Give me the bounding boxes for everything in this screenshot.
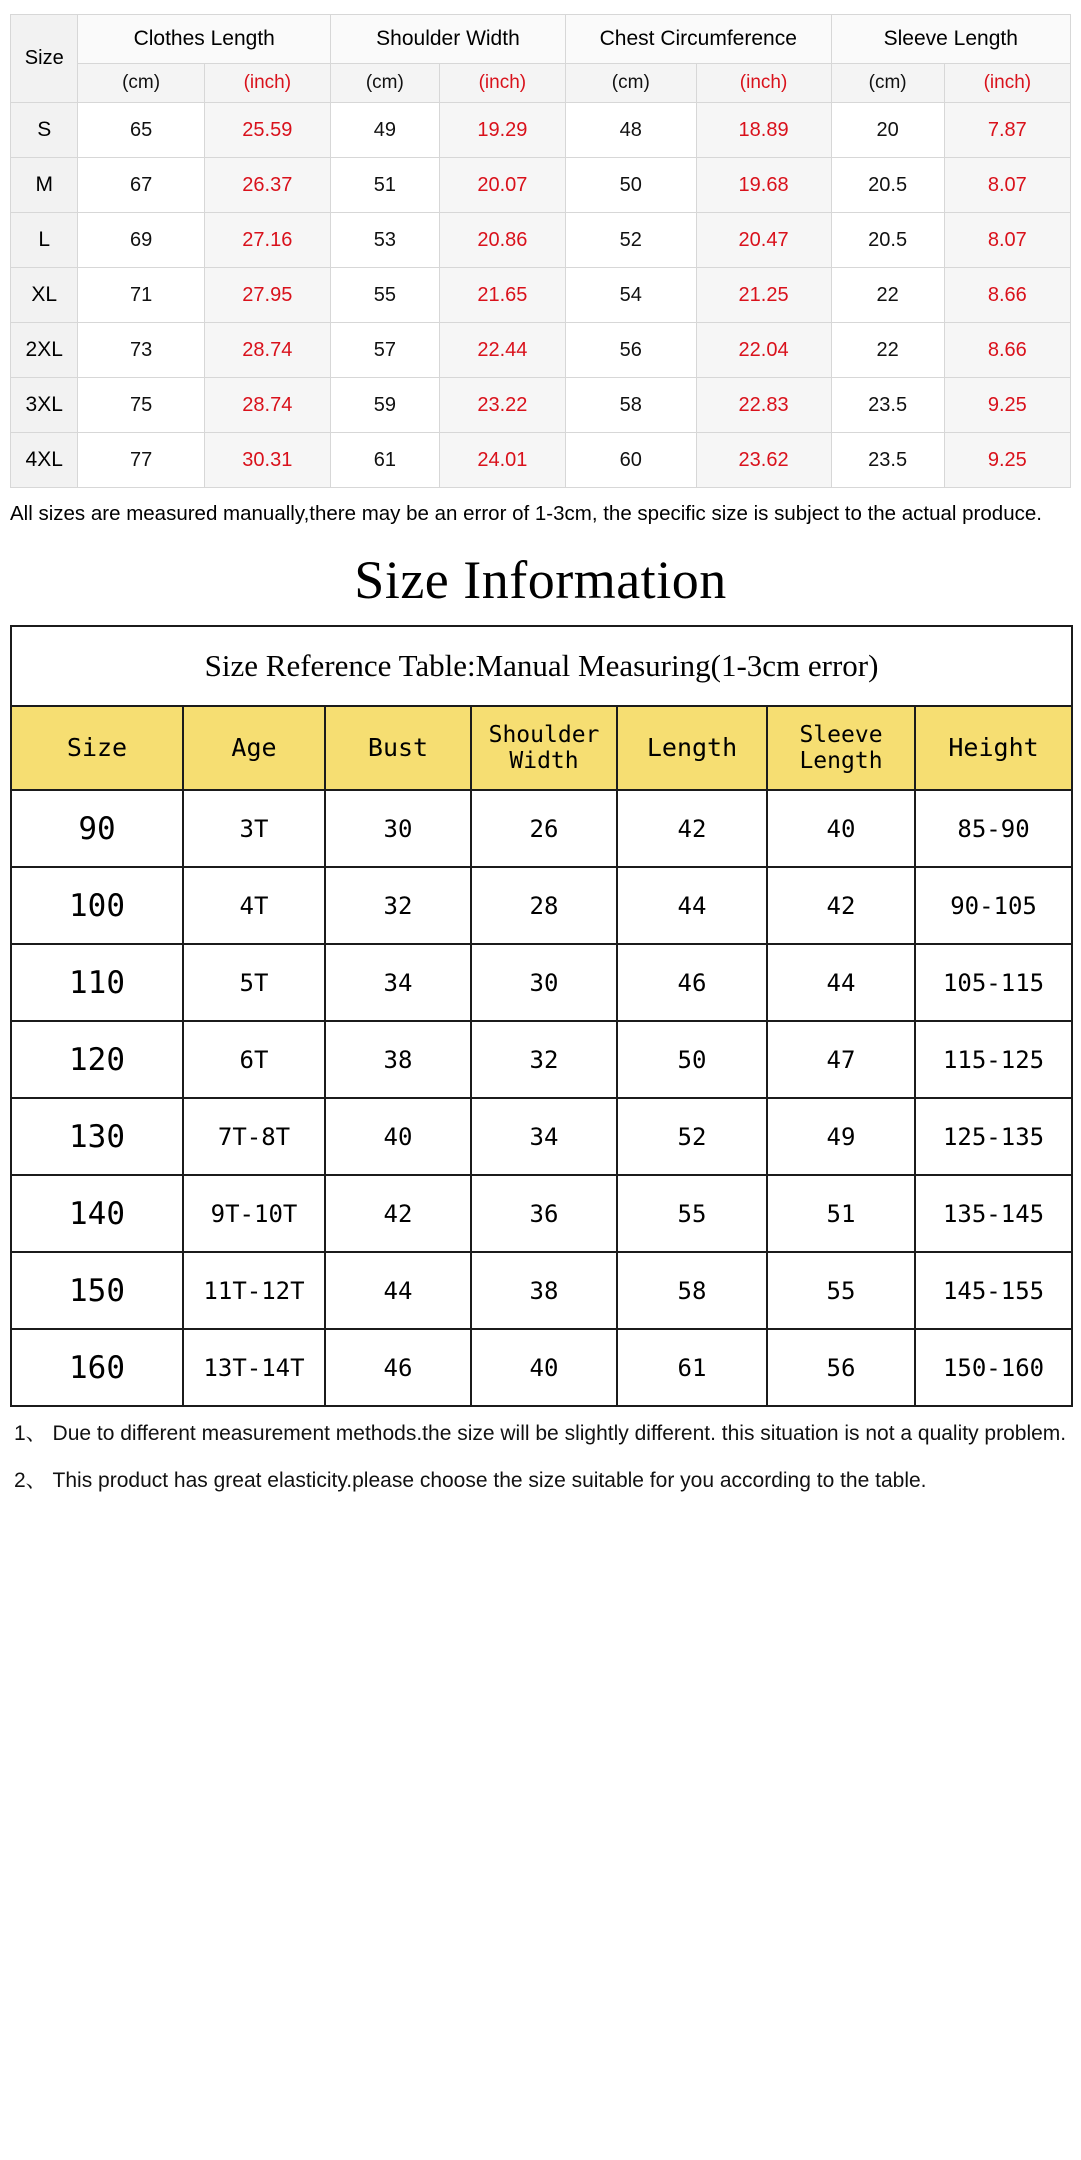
adult-cell: 27.16 <box>204 213 330 268</box>
adult-group-shoulder-width: Shoulder Width <box>330 15 565 64</box>
adult-cell: 22.04 <box>696 323 831 378</box>
kids-cell: 58 <box>617 1252 767 1329</box>
adult-cell: 25.59 <box>204 103 330 158</box>
table-row-caption <box>11 626 1072 706</box>
adult-cell: 56 <box>566 323 697 378</box>
table-row <box>11 323 1071 378</box>
kids-size-label: 130 <box>11 1098 183 1175</box>
kids-cell: 125-135 <box>915 1098 1072 1175</box>
kids-cell: 55 <box>617 1175 767 1252</box>
kids-cell: 6T <box>183 1021 325 1098</box>
adult-cell: 20.5 <box>831 158 944 213</box>
adult-measurement-note: All sizes are measured manually,there may be an error of 1-3cm, the specific size is subject to the actual produce. <box>10 502 1042 525</box>
kids-cell: 42 <box>767 867 915 944</box>
adult-size-label: M <box>11 158 78 213</box>
kids-header-bust: Bust <box>325 706 471 790</box>
bottom-note-1-line2: this situation is not a quality problem. <box>721 1422 1067 1446</box>
kids-size-label: 150 <box>11 1252 183 1329</box>
kids-size-label: 160 <box>11 1329 183 1406</box>
bottom-note-2-line2: according to the table. <box>719 1469 927 1493</box>
kids-cell: 34 <box>471 1098 617 1175</box>
adult-cell: 21.65 <box>439 268 565 323</box>
adult-cell: 23.62 <box>696 433 831 488</box>
kids-cell: 42 <box>325 1175 471 1252</box>
kids-cell: 13T-14T <box>183 1329 325 1406</box>
adult-group-chest-circumference: Chest Circumference <box>566 15 832 64</box>
adult-cell: 50 <box>566 158 697 213</box>
adult-cell: 49 <box>330 103 439 158</box>
kids-cell: 9T-10T <box>183 1175 325 1252</box>
kids-header-shoulder-width: Shoulder Width <box>471 706 617 790</box>
adult-size-label: 3XL <box>11 378 78 433</box>
kids-size-table-wrapper <box>0 625 1081 1407</box>
table-row <box>11 1175 1072 1252</box>
kids-cell: 34 <box>325 944 471 1021</box>
table-row-header <box>11 706 1072 790</box>
bottom-note-1-line1: Due to different measurement methods.the size will be slightly different. <box>52 1422 716 1446</box>
adult-cell: 48 <box>566 103 697 158</box>
kids-cell: 47 <box>767 1021 915 1098</box>
adult-cell: 28.74 <box>204 378 330 433</box>
adult-cell: 22.83 <box>696 378 831 433</box>
kids-cell: 32 <box>471 1021 617 1098</box>
kids-cell: 3T <box>183 790 325 867</box>
bottom-note-2-marker: 2、 <box>14 1469 47 1493</box>
table-row-units <box>11 64 1071 103</box>
kids-table-caption: Size Reference Table:Manual Measuring(1-3cm error) <box>11 626 1072 706</box>
kids-cell: 30 <box>471 944 617 1021</box>
kids-cell: 28 <box>471 867 617 944</box>
kids-cell: 150-160 <box>915 1329 1072 1406</box>
adult-cell: 59 <box>330 378 439 433</box>
kids-cell: 46 <box>617 944 767 1021</box>
adult-cell: 69 <box>78 213 204 268</box>
kids-size-table <box>10 625 1073 1407</box>
kids-cell: 50 <box>617 1021 767 1098</box>
adult-size-label: S <box>11 103 78 158</box>
adult-cell: 8.66 <box>944 268 1070 323</box>
bottom-note-2 <box>14 1470 1067 1491</box>
kids-header-length: Length <box>617 706 767 790</box>
adult-unit-inch-0: (inch) <box>204 64 330 103</box>
kids-cell: 42 <box>617 790 767 867</box>
adult-size-label: 4XL <box>11 433 78 488</box>
adult-cell: 20.07 <box>439 158 565 213</box>
adult-cell: 20.86 <box>439 213 565 268</box>
kids-cell: 145-155 <box>915 1252 1072 1329</box>
kids-cell: 26 <box>471 790 617 867</box>
adult-cell: 54 <box>566 268 697 323</box>
kids-cell: 38 <box>471 1252 617 1329</box>
kids-cell: 85-90 <box>915 790 1072 867</box>
adult-cell: 51 <box>330 158 439 213</box>
adult-cell: 73 <box>78 323 204 378</box>
adult-cell: 58 <box>566 378 697 433</box>
adult-cell: 27.95 <box>204 268 330 323</box>
adult-cell: 19.29 <box>439 103 565 158</box>
kids-size-label: 90 <box>11 790 183 867</box>
adult-cell: 23.5 <box>831 378 944 433</box>
table-row <box>11 268 1071 323</box>
adult-cell: 71 <box>78 268 204 323</box>
kids-cell: 11T-12T <box>183 1252 325 1329</box>
kids-cell: 30 <box>325 790 471 867</box>
table-row <box>11 103 1071 158</box>
kids-cell: 32 <box>325 867 471 944</box>
kids-cell: 44 <box>767 944 915 1021</box>
adult-size-table <box>10 14 1071 488</box>
adult-cell: 24.01 <box>439 433 565 488</box>
adult-cell: 22.44 <box>439 323 565 378</box>
table-row <box>11 378 1071 433</box>
adult-cell: 8.07 <box>944 213 1070 268</box>
adult-cell: 19.68 <box>696 158 831 213</box>
adult-cell: 28.74 <box>204 323 330 378</box>
kids-cell: 56 <box>767 1329 915 1406</box>
table-row <box>11 867 1072 944</box>
adult-unit-inch-2: (inch) <box>696 64 831 103</box>
kids-header-size: Size <box>11 706 183 790</box>
bottom-note-2-line1: This product has great elasticity.please choose the size suitable for you <box>52 1469 715 1493</box>
table-row <box>11 1098 1072 1175</box>
table-row <box>11 213 1071 268</box>
adult-cell: 18.89 <box>696 103 831 158</box>
kids-size-label: 140 <box>11 1175 183 1252</box>
kids-size-label: 120 <box>11 1021 183 1098</box>
adult-cell: 20 <box>831 103 944 158</box>
adult-cell: 9.25 <box>944 433 1070 488</box>
bottom-note-1-marker: 1、 <box>14 1422 47 1446</box>
kids-cell: 61 <box>617 1329 767 1406</box>
bottom-note-1 <box>14 1423 1067 1444</box>
kids-cell: 55 <box>767 1252 915 1329</box>
adult-cell: 23.22 <box>439 378 565 433</box>
page-title: Size Information <box>354 550 727 611</box>
kids-cell: 40 <box>471 1329 617 1406</box>
kids-header-age: Age <box>183 706 325 790</box>
adult-cell: 8.07 <box>944 158 1070 213</box>
kids-cell: 38 <box>325 1021 471 1098</box>
kids-size-label: 100 <box>11 867 183 944</box>
adult-cell: 20.5 <box>831 213 944 268</box>
table-row <box>11 1252 1072 1329</box>
adult-size-label: L <box>11 213 78 268</box>
kids-cell: 44 <box>617 867 767 944</box>
kids-cell: 36 <box>471 1175 617 1252</box>
kids-cell: 5T <box>183 944 325 1021</box>
kids-cell: 4T <box>183 867 325 944</box>
adult-cell: 53 <box>330 213 439 268</box>
kids-header-sleeve-length: Sleeve Length <box>767 706 915 790</box>
adult-cell: 65 <box>78 103 204 158</box>
adult-size-label: 2XL <box>11 323 78 378</box>
adult-cell: 26.37 <box>204 158 330 213</box>
adult-unit-cm-2: (cm) <box>566 64 697 103</box>
adult-cell: 60 <box>566 433 697 488</box>
adult-group-clothes-length: Clothes Length <box>78 15 330 64</box>
adult-cell: 7.87 <box>944 103 1070 158</box>
adult-corner-label: Size <box>11 15 78 103</box>
adult-unit-inch-1: (inch) <box>439 64 565 103</box>
kids-cell: 49 <box>767 1098 915 1175</box>
table-row <box>11 1329 1072 1406</box>
adult-cell: 75 <box>78 378 204 433</box>
kids-cell: 7T-8T <box>183 1098 325 1175</box>
table-row <box>11 1021 1072 1098</box>
adult-unit-cm-3: (cm) <box>831 64 944 103</box>
adult-cell: 77 <box>78 433 204 488</box>
kids-cell: 40 <box>767 790 915 867</box>
adult-cell: 8.66 <box>944 323 1070 378</box>
kids-cell: 52 <box>617 1098 767 1175</box>
bottom-notes <box>0 1407 1081 1535</box>
adult-cell: 9.25 <box>944 378 1070 433</box>
kids-cell: 46 <box>325 1329 471 1406</box>
adult-cell: 67 <box>78 158 204 213</box>
adult-size-label: XL <box>11 268 78 323</box>
adult-cell: 57 <box>330 323 439 378</box>
table-row <box>11 158 1071 213</box>
kids-size-label: 110 <box>11 944 183 1021</box>
adult-unit-cm-1: (cm) <box>330 64 439 103</box>
adult-cell: 22 <box>831 323 944 378</box>
kids-cell: 105-115 <box>915 944 1072 1021</box>
adult-cell: 55 <box>330 268 439 323</box>
kids-cell: 44 <box>325 1252 471 1329</box>
adult-unit-inch-3: (inch) <box>944 64 1070 103</box>
adult-cell: 30.31 <box>204 433 330 488</box>
adult-cell: 21.25 <box>696 268 831 323</box>
table-row <box>11 790 1072 867</box>
kids-cell: 40 <box>325 1098 471 1175</box>
table-row-group-header <box>11 15 1071 64</box>
table-row <box>11 944 1072 1021</box>
kids-cell: 90-105 <box>915 867 1072 944</box>
kids-cell: 115-125 <box>915 1021 1072 1098</box>
adult-cell: 20.47 <box>696 213 831 268</box>
table-row <box>11 433 1071 488</box>
kids-cell: 51 <box>767 1175 915 1252</box>
adult-cell: 52 <box>566 213 697 268</box>
kids-cell: 135-145 <box>915 1175 1072 1252</box>
adult-unit-cm-0: (cm) <box>78 64 204 103</box>
adult-cell: 61 <box>330 433 439 488</box>
kids-header-height: Height <box>915 706 1072 790</box>
adult-cell: 22 <box>831 268 944 323</box>
adult-size-table-wrapper <box>0 0 1081 488</box>
adult-cell: 23.5 <box>831 433 944 488</box>
adult-group-sleeve-length: Sleeve Length <box>831 15 1070 64</box>
